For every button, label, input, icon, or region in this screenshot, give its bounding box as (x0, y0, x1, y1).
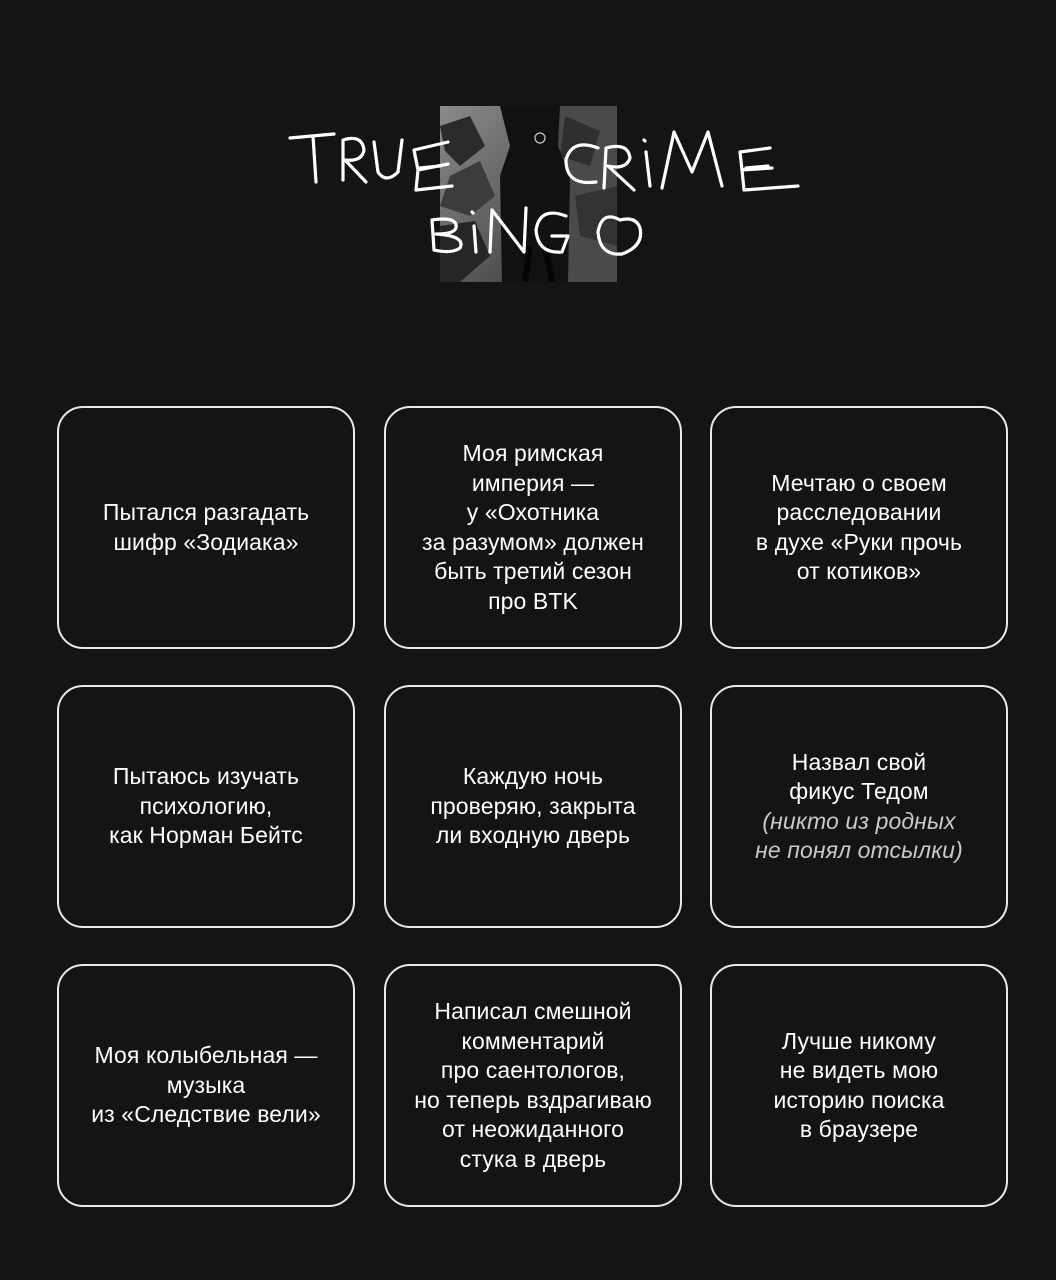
header (0, 0, 1056, 340)
bingo-cell-text: Пытаюсь изучать психологию, как Норман Бейтс (109, 763, 303, 849)
bingo-cell-5[interactable] (384, 685, 682, 928)
bingo-cell-text: Каждую ночь проверяю, закрыта ли входную дверь (430, 763, 636, 849)
bingo-cell-text: Написал смешной комментарий про саентологов, но теперь вздрагиваю от неожиданного стука в дверь (414, 998, 652, 1172)
bingo-cell-6[interactable] (710, 685, 1008, 928)
bingo-cell-text: Назвал свой фикус Тедом (789, 748, 929, 804)
bingo-cell-2[interactable] (384, 406, 682, 649)
bingo-cell-text: Моя римская империя — у «Охотника за разумом» должен быть третий сезон про BTK (422, 440, 644, 614)
bingo-cell-text: Моя колыбельная — музыка из «Следствие вели» (91, 1042, 321, 1128)
bingo-cell-3[interactable] (710, 406, 1008, 649)
bingo-cell-7[interactable] (57, 964, 355, 1207)
bingo-cell-1[interactable] (57, 406, 355, 649)
bingo-cell-text: Пытался разгадать шифр «Зодиака» (102, 499, 310, 555)
bingo-cell-text-group (749, 718, 969, 895)
bingo-grid (57, 406, 1012, 1209)
bingo-cell-text: Лучше никому не видеть мою историю поиска в браузере (773, 1027, 945, 1142)
bingo-cell-text: Мечтаю о своем расследовании в духе «Руки прочь от котиков» (755, 469, 963, 584)
bingo-cell-4[interactable] (57, 685, 355, 928)
bingo-cell-8[interactable] (384, 964, 682, 1207)
bingo-cell-aside: (никто из родных не понял отсылки) (755, 807, 963, 863)
bingo-cell-9[interactable] (710, 964, 1008, 1207)
title-handwritten (0, 0, 1056, 340)
